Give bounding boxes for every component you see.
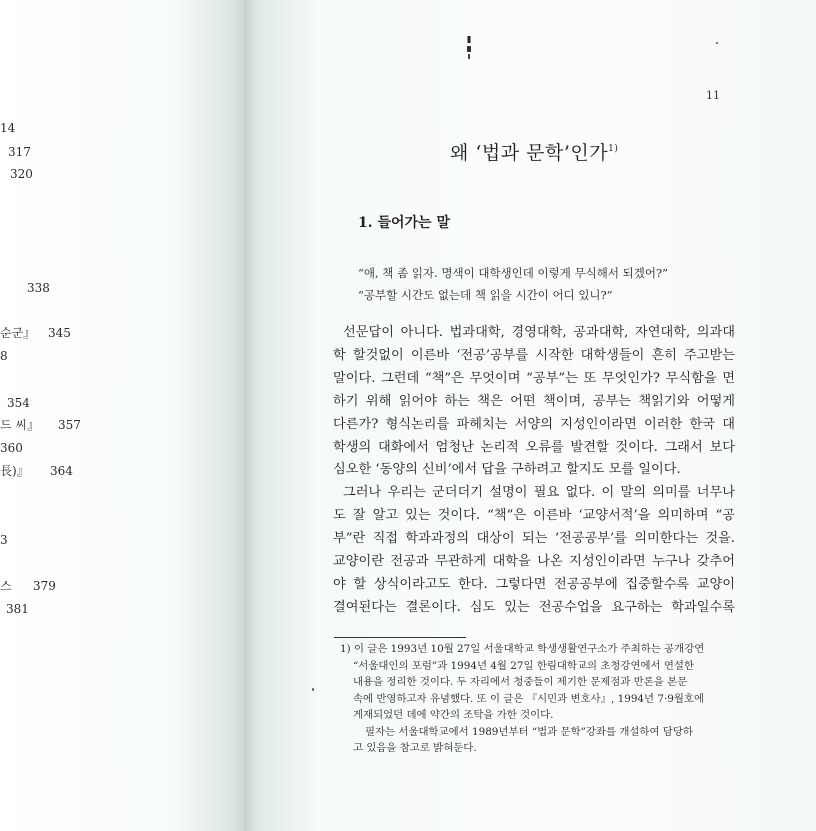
toc-entry-text: 드 씨』 xyxy=(0,418,39,432)
paper-speck xyxy=(716,42,718,44)
toc-entry-page: 317 xyxy=(8,145,31,159)
body-line: 선문답이 아니다. 법과대학, 경영대학, 공과대학, 자연대학, 의과대 xyxy=(343,325,735,340)
toc-entry-text: 스 xyxy=(0,579,12,593)
paper-speck xyxy=(312,688,314,691)
toc-entry-text: 長)』 xyxy=(0,464,29,478)
body-line: 다른가? 형식논리를 파헤치는 서양의 지성인이라면 이러한 한국 대 xyxy=(333,416,735,432)
epigraph-quote: “애, 책 좀 읽자. 명색이 대학생인데 이렇게 무식해서 되겠어?” xyxy=(358,266,668,280)
toc-entry-page: 354 xyxy=(7,396,30,410)
toc-entry-page: 345 xyxy=(48,326,71,340)
body-line: 야 할 상식이라고도 한다. 그렇다면 전공공부에 집중할수록 교양이 xyxy=(333,576,735,592)
footnotes xyxy=(340,641,736,757)
toc-entry-text: 순군』 xyxy=(0,326,36,340)
toc-entry-page: 320 xyxy=(10,167,33,181)
epigraph-quote: “공부할 시간도 없는데 책 읽을 시간이 어디 있니?” xyxy=(358,288,613,302)
ink-smudge xyxy=(466,36,472,60)
footnote-line: 속에 반영하고자 유념했다. 또 이 글은 『시민과 변호사』, 1994년 7·9월호에 xyxy=(353,692,705,705)
section-heading: 1. 들어가는 말 xyxy=(358,215,450,231)
toc-entry-page: 338 xyxy=(27,281,50,295)
body-line: 말이다. 그런데 “책”은 무엇이며 “공부”는 또 무엇인가? 무식함을 면 xyxy=(333,370,735,386)
toc-entry-page: 364 xyxy=(50,464,73,478)
footnote-line: 필자는 서울대학교에서 1989년부터 “법과 문학”강좌를 개설하여 담당하 xyxy=(365,725,693,738)
body-line: 도 잘 알고 있는 것이다. “책”은 이른바 ‘교양서적’을 의미하며 “공 xyxy=(333,508,735,524)
chapter-title xyxy=(450,138,618,165)
body-line: 학 할것없이 이른바 ‘전공’공부를 시작한 대학생들이 흔히 주고받는 xyxy=(333,347,735,363)
footnote-line: “서울대인의 포럼”과 1994년 4월 27일 한림대학교의 초청강연에서 연설한 xyxy=(353,659,694,672)
toc-entry-page: 14 xyxy=(0,121,16,135)
page-number: 11 xyxy=(706,89,720,102)
toc-entry-page: 381 xyxy=(6,602,29,616)
body-line: 그러나 우리는 군더더기 설명이 필요 없다. 이 말의 의미를 너무나 xyxy=(343,485,735,501)
body-line: 심오한 ‘동양의 신비’에서 답을 구하려고 할지도 모를 일이다. xyxy=(333,462,681,478)
body-line: 학생의 대화에서 엄청난 논리적 오류를 발견할 것이다. 그래서 보다 xyxy=(333,439,735,455)
footnote-marker: 1) xyxy=(608,144,619,154)
toc-entry-text: 8 xyxy=(0,349,8,363)
chapter-title-text: 왜 ‘법과 문학’인가 xyxy=(450,142,609,164)
toc-entry-text: 3 xyxy=(0,533,8,547)
footnote-line: 1) 이 글은 1993년 10월 27일 서울대학교 학생생활연구소가 주최하는 공개강연 xyxy=(340,643,705,655)
body-paragraphs xyxy=(333,322,735,620)
footnote-line: 고 있음을 참고로 밝혀둔다. xyxy=(353,742,477,754)
body-line: 교양이란 전공과 무관하게 대학을 나온 지성인이라면 누구나 갖추어 xyxy=(333,554,735,570)
body-line: 부”란 직접 학과과정의 대상이 되는 ‘전공공부’를 의미한다는 것을. xyxy=(333,531,735,547)
footnote-line: 내용을 정리한 것이다. 두 자리에서 청중들이 제기한 문제점과 반론을 본문 xyxy=(353,676,688,688)
toc-entry-page: 357 xyxy=(58,418,81,432)
body-line: 결여된다는 결론이다. 심도 있는 전공수업을 요구하는 학과일수록 xyxy=(333,599,735,615)
footnote-line: 게재되었던 데에 약간의 조탁을 가한 것이다. xyxy=(353,709,554,721)
footnote-divider xyxy=(334,637,466,638)
body-line: 하기 위해 읽어야 하는 책은 어떤 책이며, 공부는 책읽기와 어떻게 xyxy=(333,393,735,409)
toc-entry-text: 360 xyxy=(0,441,23,455)
toc-entry-page: 379 xyxy=(33,579,56,593)
left-page xyxy=(0,0,248,831)
